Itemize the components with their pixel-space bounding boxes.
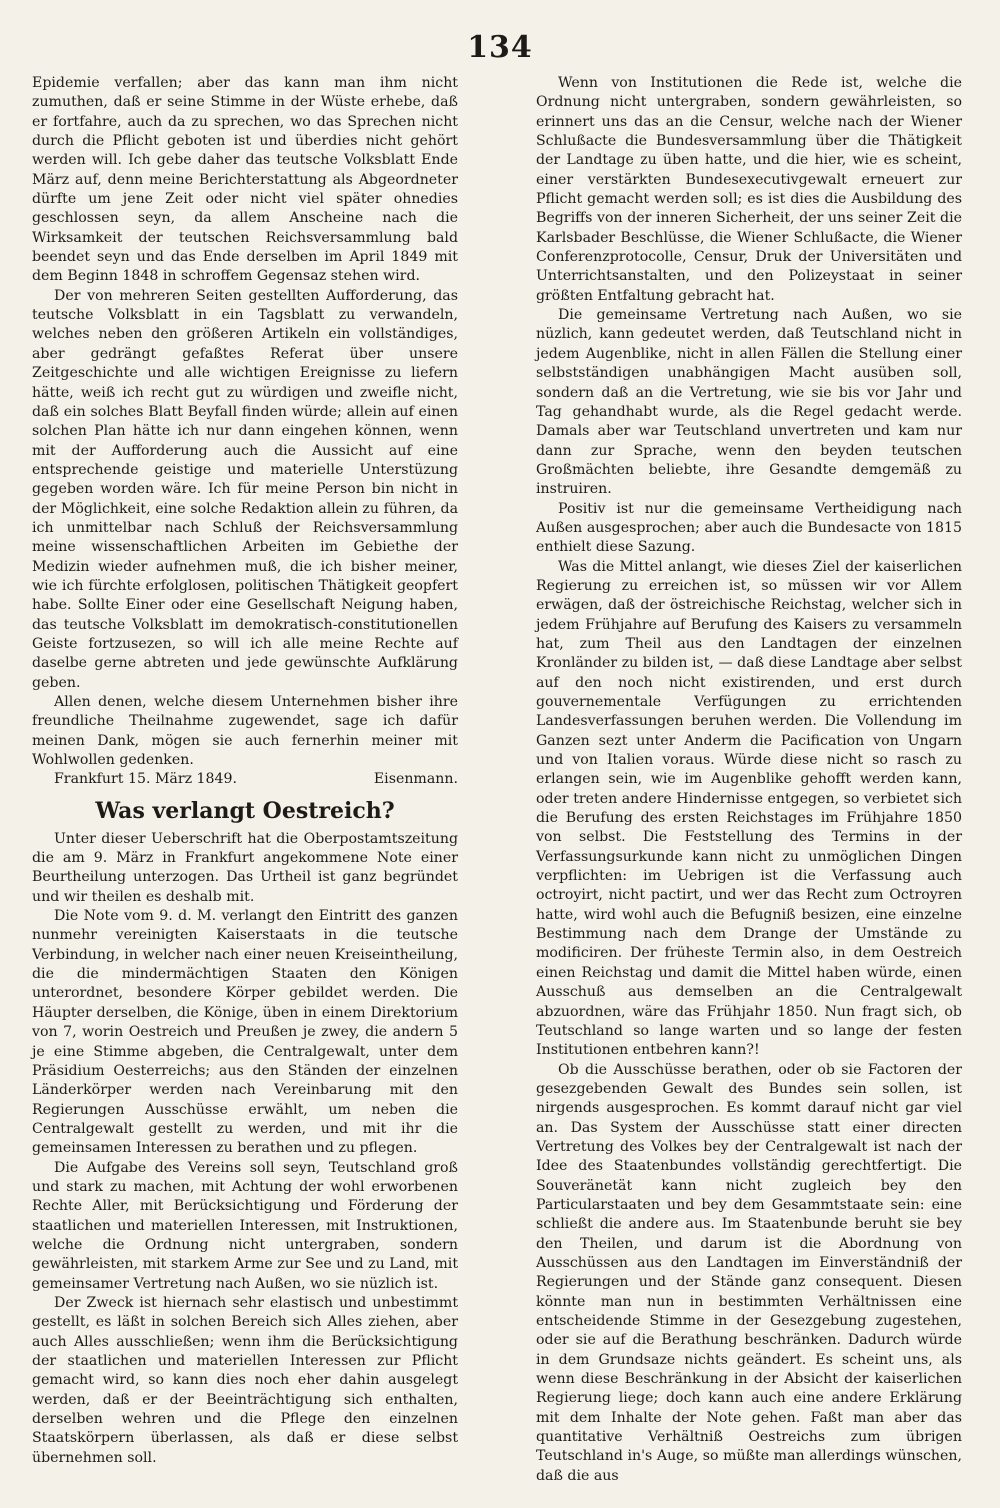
article-heading: Was verlangt Oestreich? [95, 797, 395, 824]
page-number: 134 [467, 30, 533, 65]
paragraph: Unter dieser Ueberschrift hat die Oberpostamtszeitung die am 9. März in Frankfurt angekommene Note einer Beurtheilung unterzogen. Das Urtheil ist ganz begründet und wir theilen es deshalb mit. [32, 830, 458, 905]
author-name: Eisenmann. [373, 771, 458, 788]
paragraph: Wenn von Institutionen die Rede ist, welche die Ordnung nicht untergraben, sondern gewährleisten, so erinnert uns das an die Censur, welche nach der Wiener Schlußacte die Bundesversammlung über die Thätigkeit der Landtage zu üben hatte, und die hier, wie es scheint, einer verstärkten Bundesexecutivgewalt erneuert zur Pflicht gemacht werden soll; es ist dies die Ausbildung des Begriffs von der inneren Sicherheit, der uns seiner Zeit die Karlsbader Beschlüsse, die Wiener Schlußacte, die Wiener Conferenzprotocolle, Censur, Druk der Universitäten und Unterrichtsanstalten, und den Polizeystaat in seiner größten Entfaltung gebracht hat. [536, 75, 962, 304]
place-date: Frankfurt 15. März 1849. [54, 771, 238, 788]
paragraph: Die Aufgabe des Vereins soll seyn, Teutschland groß und stark zu machen, mit Achtung der wohl erworbenen Rechte Aller, mit Berücksichtigung und Förderung der staatlichen und materiellen Interessen, mit Instruktionen, welche die Ordnung nicht untergraben, sondern gewährleisten, mit starkem Arme zur See und zu Land, mit gemeinsamer Vertretung nach Außen, wo sie nüzlich ist. [32, 1159, 458, 1292]
paragraph: Positiv ist nur die gemeinsame Vertheidigung nach Außen ausgesprochen; aber auch die Bundesacte von 1815 enthielt diese Sazung. [536, 500, 962, 556]
paragraph: Was die Mittel anlangt, wie dieses Ziel der kaiserlichen Regierung zu erreichen ist, so müssen wir vor Allem erwägen, daß der östreichische Reichstag, welcher sich in jedem Frühjahre auf Berufung des Kaisers zu versammeln hat, zum Theil aus den Landtagen der einzelnen Kronländer zu bilden ist, — daß diese Landtage aber selbst auf den noch nicht existirenden, und erst durch gouvernementale Verfügungen zu errichtenden Landesverfassungen beruhen werden. Die Vollendung im Ganzen sezt unter Anderm die Pacification von Ungarn und von Italien voraus. Würde diese nicht so rasch zu erlangen sein, wie im Augenblike gehofft werden kann, oder treten andere Hindernisse entgegen, so verbietet sich die Berufung des ersten Reichstages im Frühjahre 1850 von selbst. Die Feststellung des Termins in der Verfassungsurkunde kann nicht zu unmöglichen Dingen verpflichten: im Uebrigen ist die Verfassung auch octroyirt, nicht pactirt, und wer das Recht zum Octroyren hatte, wird wohl auch die Befugniß besizen, eine einzelne Bestimmung nach dem Drange der Umstände zu modificiren. Der früheste Termin also, in dem Oestreich einen Reichstag und damit die Mittel haben würde, einen Ausschuß aus demselben an die Centralgewalt abzuordnen, wäre das Frühjahr 1850. Nun fragt sich, ob Teutschland so lange warten und so lange der festen Institutionen entbehren kann?! [536, 558, 962, 1059]
paragraph: Ob die Ausschüsse berathen, oder ob sie Factoren der gesezgebenden Gewalt des Bundes sein sollen, ist nirgends ausgesprochen. Es kommt darauf nicht gar viel an. Das System der Ausschüsse statt einer directen Vertretung des Volkes bey der Centralgewalt ist nach der Idee des Staatenbundes vollständig gerechtfertigt. Die Souveränetät kann nicht zugleich bey den Particularstaaten und bey dem Gesammtstaate sein: eine schließt die andere aus. Im Staatenbunde beruht sie bey den Theilen, und darum ist die Abordnung von Ausschüssen aus den Landtagen im Einverständniß der Regierungen und der Stände ganz consequent. Diesen könnte man nun in bestimmten Verhältnissen eine entscheidende Stimme in der Gesezgebung zugestehen, oder sie auf die Berathung beschränken. Dadurch würde in dem Grundsaze nichts geändert. Es scheint uns, als wenn diese Beschränkung in der Absicht der kaiserlichen Regierung liege; doch kann auch eine andere Erklärung mit dem Inhalte der Note gehen. Faßt man aber das quantitative Verhältniß Oestreichs zum übrigen Teutschland in's Auge, so müßte man allerdings wünschen, daß die aus [536, 1061, 962, 1484]
paragraph: Epidemie verfallen; aber das kann man ihm nicht zumuthen, daß er seine Stimme in der Wüste erhebe, daß er fortfahre, auch da zu sprechen, wo das Sprechen nicht durch die Pflicht geboten ist und überdies nicht gehört werden will. Ich gebe daher das teutsche Volksblatt Ende März auf, denn meine Berichterstattung als Abgeordneter dürfte um jene Zeit oder nicht viel später ohnedies geschlossen seyn, da allem Anscheine nach die Wirksamkeit der teutschen Reichsversammlung bald beendet seyn und das Ende derselben im April 1849 mit dem Beginn 1848 in schroffem Gegensaz stehen wird. [32, 75, 458, 285]
paragraph: Der Zweck ist hiernach sehr elastisch und unbestimmt gestellt, es läßt in solchen Bereich sich Alles ziehen, aber auch Alles ausschließen; wenn ihm die Berücksichtigung der staatlichen und materiellen Interessen zur Pflicht gemacht wird, so kann dies noch eher dahin ausgelegt werden, daß er der Beeinträchtigung sich enthalten, derselben wehren und die Pflege den einzelnen Staatskörpern überlassen, als daß er diese selbst übernehmen soll. [32, 1294, 458, 1466]
paragraph: Der von mehreren Seiten gestellten Aufforderung, das teutsche Volksblatt in ein Tagsblatt zu verwandeln, welches neben den größeren Artikeln ein vollständiges, aber gedrängt gefaßtes Referat über unsere Zeitgeschichte und alle wichtigen Ereignisse zu liefern hätte, weiß ich recht gut zu würdigen und zweifle nicht, daß ein solches Blatt Beyfall finden würde; allein auf einen solchen Plan hätte ich nur dann eingehen können, wenn mit der Aufforderung auch die Aussicht auf eine entsprechende geistige und materielle Unterstüzung gegeben worden wäre. Ich für meine Person bin nicht in der Möglichkeit, eine solche Redaktion allein zu führen, da ich unmittelbar nach Schluß der Reichsversammlung meine wissenschaftlichen Arbeiten im Gebiethe der Medizin wieder aufnehmen muß, die ich bisher meiner, wie ich fürchte erfolglosen, politischen Thätigkeit geopfert habe. Sollte Einer oder eine Gesellschaft Neigung haben, das teutsche Volksblatt im demokratisch-constitutionellen Geiste fortzusezen, so will ich alle meine Rechte auf daselbe gerne abtreten und jede gewünschte Aufklärung geben. [32, 287, 458, 691]
right-column [536, 74, 962, 1486]
paragraph: Die gemeinsame Vertretung nach Außen, wo sie nüzlich, kann gedeutet werden, daß Teutschland nicht in jedem Augenblike, nicht in allen Fällen die Stellung einer selbstständigen unabhängigen Macht ausüben soll, sondern daß an die Vertretung, wie sie bis vor Jahr und Tag gehandhabt wurde, als die Regel gedacht werde. Damals aber war Teutschland unvertreten und kam nur dann zur Sprache, wenn den beyden teutschen Großmächten beliebte, ihre Gesandte demgemäß zu instruiren. [536, 307, 962, 498]
left-column [32, 74, 458, 1468]
signature-line [32, 770, 458, 789]
paragraph: Allen denen, welche diesem Unternehmen bisher ihre freundliche Theilnahme zugewendet, sage ich dafür meinen Dank, mögen sie auch fernerhin meiner mit Wohlwollen gedenken. [32, 694, 458, 769]
paragraph: Die Note vom 9. d. M. verlangt den Eintritt des ganzen nunmehr vereinigten Kaiserstaats in die teutsche Verbindung, in welcher nach einer neuen Kreiseintheilung, die die mindermächtigen Staaten den Königen unterordnet, besondere Körper gebildet werden. Die Häupter derselben, die Könige, üben in einem Direktorium von 7, worin Oestreich und Preußen je zwey, die andern 5 je eine Stimme abgeben, die Centralgewalt, unter dem Präsidium Oesterreichs; aus den Ständen der einzelnen Länderkörper werden nach Vereinbarung mit den Regierungen Ausschüsse erwählt, um neben die Centralgewalt gestellt zu werden, und mit ihr die gemeinsamen Interessen zu berathen und zu pflegen. [32, 908, 458, 1157]
